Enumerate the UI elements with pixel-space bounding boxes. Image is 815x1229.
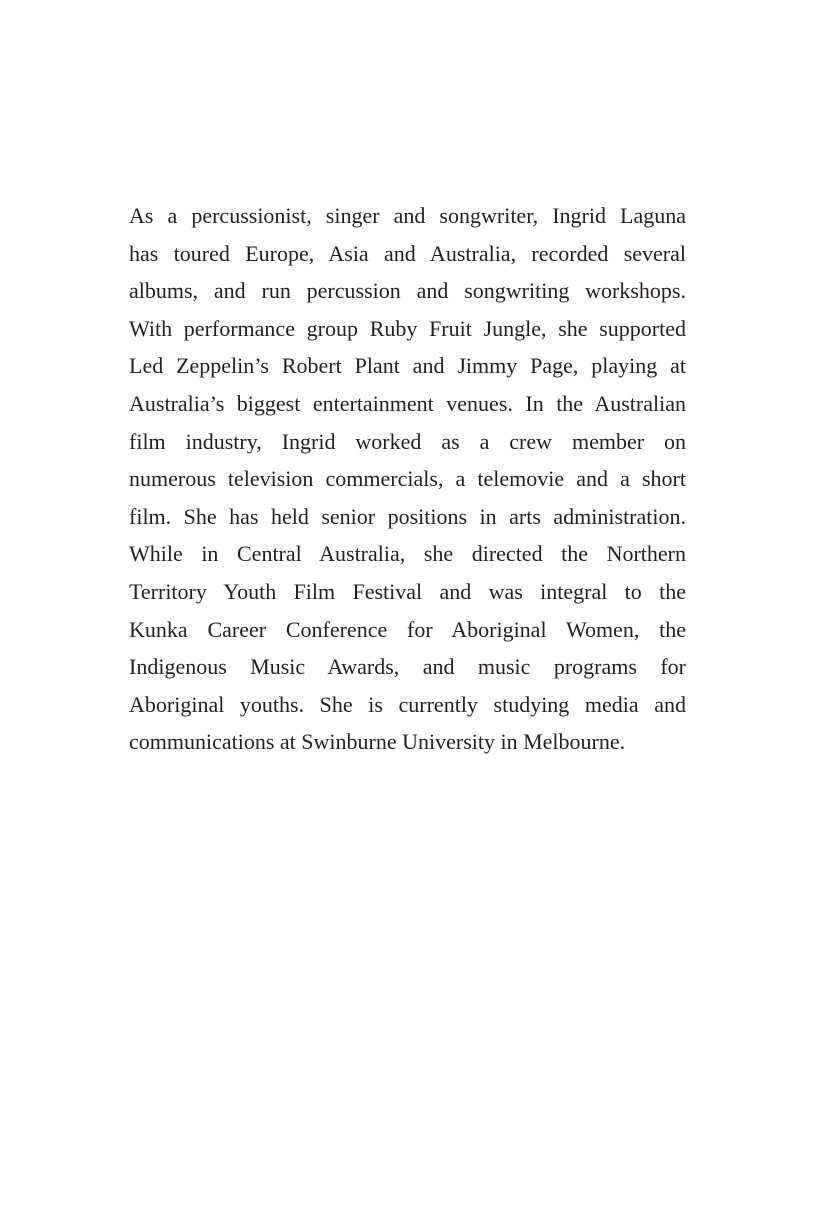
bio-line: film. She has held senior positions in arts administration. — [129, 503, 686, 529]
bio-line: Australia’s biggest entertainment venues. In the Australian — [129, 390, 686, 416]
bio-line: Territory Youth Film Festival and was integral to the — [129, 578, 686, 604]
bio-line: As a percussionist, singer and songwriter, Ingrid Laguna — [129, 203, 686, 228]
bio-line: With performance group Ruby Fruit Jungle, she supported — [129, 315, 686, 341]
bio-line: Kunka Career Conference for Aboriginal Women, the — [129, 616, 686, 642]
bio-line: While in Central Australia, she directed the Northern — [129, 541, 686, 567]
bio-line: communications at Swinburne University in Melbourne. — [129, 729, 626, 755]
bio-line: Indigenous Music Awards, and music programs for — [129, 654, 686, 680]
bio-line: Led Zeppelin’s Robert Plant and Jimmy Page, playing at — [129, 353, 686, 379]
bio-line: has toured Europe, Asia and Australia, recorded several — [129, 240, 686, 266]
author-bio-paragraph — [129, 197, 686, 761]
bio-line: Aboriginal youths. She is currently studying media and — [129, 691, 686, 717]
bio-line: film industry, Ingrid worked as a crew member on — [129, 428, 686, 454]
bio-line: albums, and run percussion and songwriting workshops. — [129, 278, 686, 304]
bio-line: numerous television commercials, a telemovie and a short — [129, 466, 686, 492]
